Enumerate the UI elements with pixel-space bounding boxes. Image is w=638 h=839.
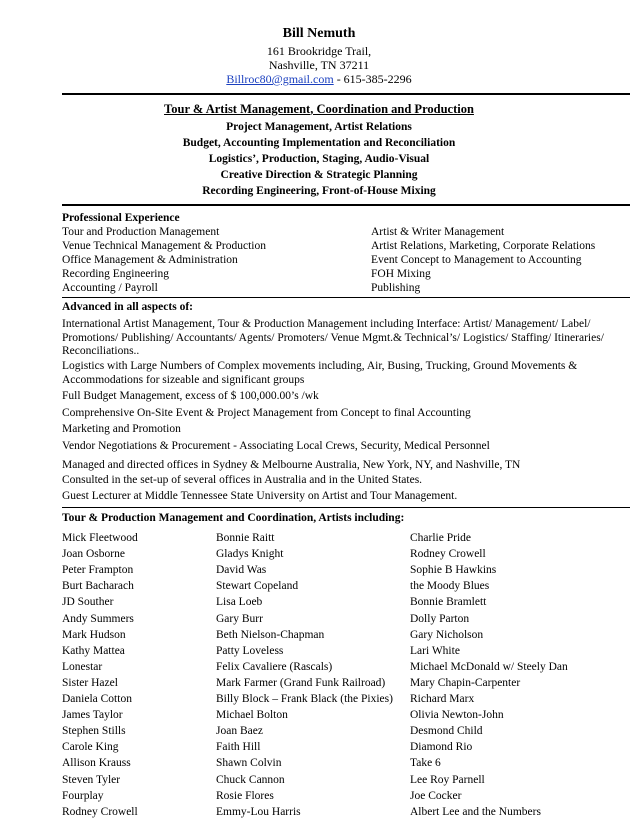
artist-name: Shawn Colvin (216, 757, 282, 770)
skill-line: Recording Engineering, Front-of-House Mixing (202, 185, 436, 197)
artist-name: Richard Marx (410, 693, 475, 705)
artist-name: Kathy Mattea (62, 644, 125, 657)
candidate-name: Bill Nemuth (282, 26, 356, 41)
advanced-item: Logistics with Large Numbers of Complex movements including, Air, Busing, Trucking, Ground Movements & Accommodations for sizeable and significant groups (62, 360, 578, 386)
artist-row (62, 691, 630, 707)
artist-name: Rodney Crowell (62, 805, 138, 818)
skill-line: Project Management, Artist Relations (226, 121, 412, 133)
advanced-item: Vendor Negotiations & Procurement - Associating Local Crews, Security, Medical Personnel (62, 440, 490, 452)
artist-row (62, 772, 630, 788)
artist-row (62, 675, 630, 691)
experience-item: FOH Mixing (371, 268, 431, 280)
artist-row (62, 659, 630, 675)
advanced-heading: Advanced in all aspects of: (62, 301, 193, 313)
artist-name: Billy Block – Frank Black (the Pixies) (216, 693, 393, 705)
artist-row (62, 804, 630, 820)
artist-name: Carole King (62, 741, 119, 754)
artist-name: JD Souther (62, 596, 114, 609)
artist-name: David Was (216, 564, 267, 577)
artist-name: Bonnie Bramlett (410, 596, 487, 609)
artist-name: Bonnie Raitt (216, 532, 275, 544)
artist-name: Burt Bacharach (62, 580, 134, 593)
artist-name: Lari White (410, 644, 460, 657)
skills-divider (62, 204, 630, 206)
artist-name: Steven Tyler (62, 773, 121, 786)
artist-name: Chuck Cannon (216, 773, 285, 786)
advanced-item: Consulted in the set-up of several offices in Australia and in the United States. (62, 474, 423, 486)
artist-row (62, 723, 630, 739)
artist-name: Sister Hazel (62, 676, 118, 689)
artist-name: Joe Cocker (410, 789, 462, 802)
artist-row (62, 546, 630, 562)
artist-name: Beth Nielson-Chapman (216, 628, 325, 641)
artist-name: Desmond Child (410, 725, 483, 738)
artist-row (62, 643, 630, 659)
artist-name: Andy Summers (62, 612, 134, 625)
artist-name: Lee Roy Parnell (410, 773, 485, 786)
advanced-item: Managed and directed offices in Sydney & Melbourne Australia, New York, NY, and Nashville, TN (62, 459, 521, 471)
skill-line: Logistics’, Production, Staging, Audio-Visual (208, 153, 430, 165)
experience-item: Event Concept to Management to Accounting (371, 254, 582, 266)
resume-title (0, 102, 638, 117)
email-link[interactable]: Billroc80@gmail.com (226, 72, 334, 86)
experience-divider (62, 297, 630, 298)
artist-row (62, 788, 630, 804)
artist-name: Joan Baez (216, 725, 263, 738)
experience-item: Publishing (371, 282, 421, 294)
artist-name: Diamond Rio (410, 741, 473, 754)
artist-row (62, 578, 630, 594)
artist-name: Gary Burr (216, 612, 263, 625)
artist-name: the Moody Blues (410, 580, 490, 593)
artist-name: Daniela Cotton (62, 693, 132, 705)
artist-name: Mark Hudson (62, 628, 126, 641)
artist-name: Faith Hill (216, 741, 261, 754)
artist-name: Gladys Knight (216, 548, 284, 561)
phone-number: - 615-385-2296 (333, 72, 412, 86)
artist-name: Allison Krauss (62, 757, 131, 770)
artist-name: Fourplay (62, 789, 104, 802)
artist-name: Rodney Crowell (410, 548, 486, 561)
artist-name: Patty Loveless (216, 644, 284, 657)
skill-line: Creative Direction & Strategic Planning (220, 169, 418, 181)
artist-name: Felix Cavaliere (Rascals) (216, 660, 333, 673)
experience-heading: Professional Experience (62, 212, 180, 224)
address-line-2: Nashville, TN 37211 (268, 58, 370, 72)
artist-name: James Taylor (62, 709, 123, 722)
experience-item: Artist Relations, Marketing, Corporate Relations (371, 240, 596, 252)
title-part-1: Tour & Artist Management (164, 102, 311, 116)
artist-name: Dolly Parton (410, 612, 470, 625)
artist-row (62, 530, 630, 546)
artist-row (62, 562, 630, 578)
artist-name: Michael Bolton (216, 709, 288, 722)
experience-item: Accounting / Payroll (62, 282, 158, 294)
advanced-item: Comprehensive On-Site Event & Project Management from Concept to final Accounting (62, 407, 471, 419)
title-part-2: Coordination and Production (316, 102, 474, 116)
advanced-item: Guest Lecturer at Middle Tennessee State University on Artist and Tour Management. (62, 490, 458, 502)
artists-heading: Tour & Production Management and Coordination, Artists including: (62, 512, 405, 524)
header-divider (62, 93, 630, 95)
artist-name: Emmy-Lou Harris (216, 805, 301, 818)
artist-name: Stephen Stills (62, 725, 126, 738)
artist-row (62, 627, 630, 643)
artist-name: Gary Nicholson (410, 628, 484, 641)
experience-item: Venue Technical Management & Production (62, 240, 267, 252)
artist-row (62, 707, 630, 723)
artist-name: Lisa Loeb (216, 596, 263, 609)
artist-name: Joan Osborne (62, 548, 125, 561)
experience-item: Office Management & Administration (62, 254, 238, 266)
artist-name: Olivia Newton-John (410, 709, 504, 722)
artist-name: Stewart Copeland (216, 580, 299, 593)
artist-row (62, 755, 630, 771)
advanced-item: Marketing and Promotion (62, 423, 181, 435)
artist-name: Mick Fleetwood (62, 532, 138, 544)
artist-name: Mark Farmer (Grand Funk Railroad) (216, 676, 386, 689)
artist-row (62, 594, 630, 610)
experience-item: Recording Engineering (62, 268, 169, 280)
artist-name: Lonestar (62, 660, 103, 673)
experience-item: Tour and Production Management (62, 226, 220, 238)
artist-name: Mary Chapin-Carpenter (410, 676, 521, 689)
artist-name: Take 6 (410, 757, 441, 770)
advanced-item: International Artist Management, Tour & Production Management including Interface: Artist/ Management/ Label/ Promotions/ Publishing/ Accountants/ Agents/ Promoters/ Venue Mgmt.& Technical’s/ Logistics/ Staffing/ Itineraries/ Reconciliations.. (62, 318, 604, 357)
contact-line (0, 72, 638, 86)
skill-line: Budget, Accounting Implementation and Reconciliation (182, 137, 456, 149)
artist-name: Albert Lee and the Numbers (410, 805, 541, 818)
title-separator: , (310, 102, 317, 116)
artist-name: Peter Frampton (62, 564, 134, 577)
address-line-1: 161 Brookridge Trail, (266, 44, 372, 58)
advanced-item: Full Budget Management, excess of $ 100,000.00’s /wk (62, 390, 319, 402)
artist-name: Sophie B Hawkins (410, 564, 497, 577)
artist-name: Charlie Pride (410, 532, 471, 544)
artist-row (62, 739, 630, 755)
artist-name: Rosie Flores (216, 789, 274, 802)
advanced-divider (62, 507, 630, 508)
artist-name: Michael McDonald w/ Steely Dan (410, 660, 568, 673)
artist-row (62, 611, 630, 627)
experience-item: Artist & Writer Management (371, 226, 505, 238)
